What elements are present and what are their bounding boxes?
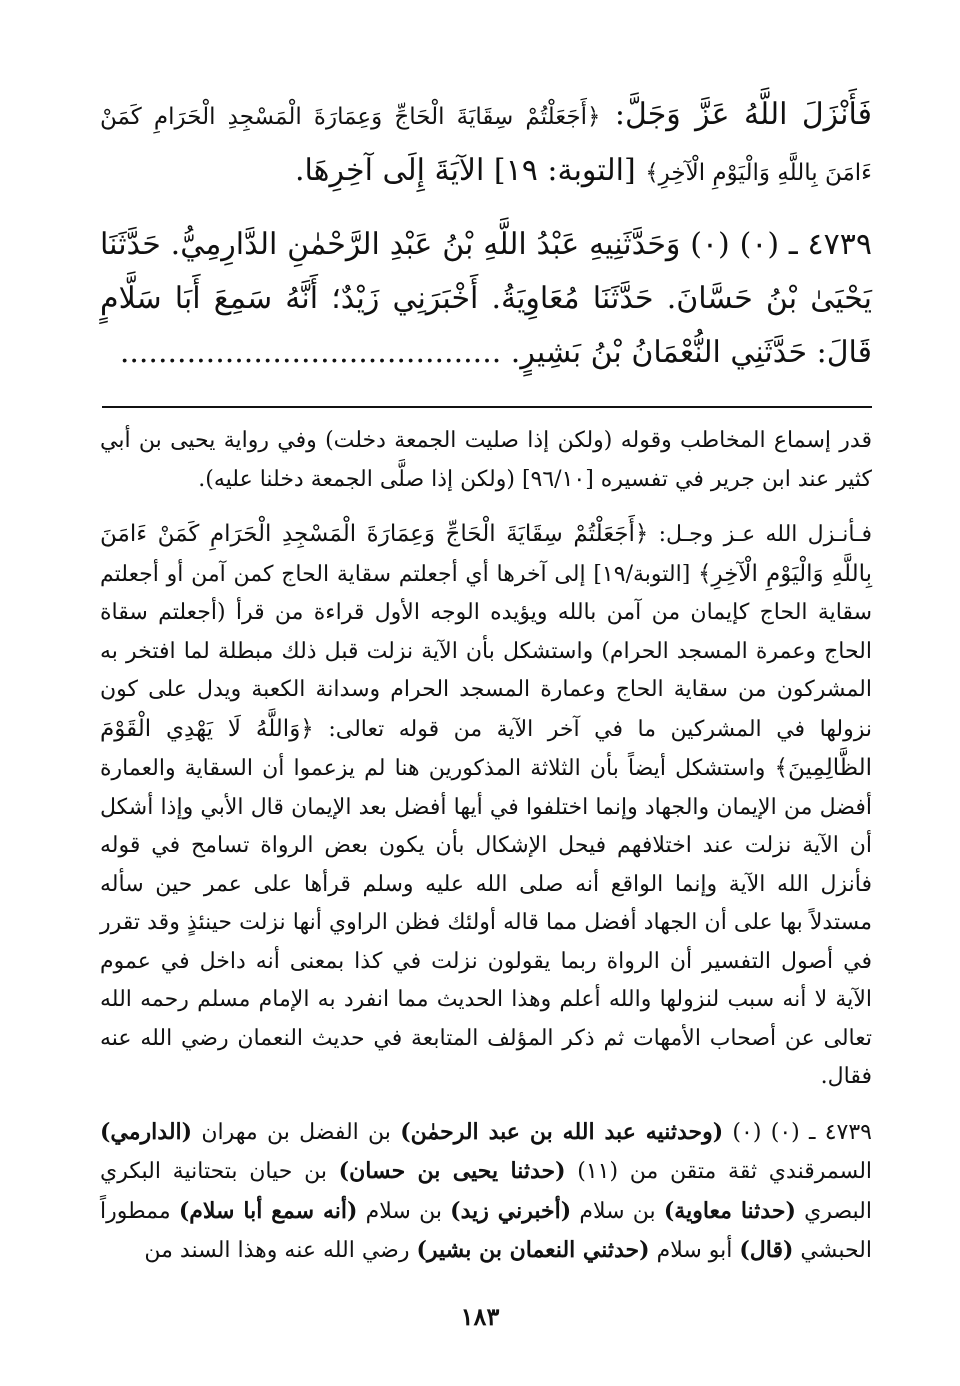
quoted-narration: (وحدثنيه عبد الله بن عبد الرحمٰن)	[400, 1118, 724, 1145]
hadith-paragraph-2: ٤٧٣٩ ـ (٠) (٠) وَحَدَّثَنِيهِ عَبْدُ اللَّهِ بْنُ عَبْدِ الرَّحْمٰنِ الدَّارِمِيُّ. حَدَّثَنَا يَحْيَىٰ بْنُ حَسَّانَ. حَدَّثَنَا مُعَاوِيَةُ. أَخْبَرَنِي زَيْدٌ؛ أَنَّهُ سَمِعَ أَبَا سَلَّامٍ قَالَ: حَدَّثَنِي النُّعْمَانُ بْنُ بَشِيرٍ. ........................................	[100, 227, 872, 370]
commentary-paragraph-2	[100, 515, 872, 1097]
commentary-text: بن حيان بتحتانية البكري البصري	[100, 1159, 872, 1224]
commentary-paragraph-3	[100, 1113, 872, 1271]
verse-reference: [التوبة/١٩]	[585, 561, 699, 587]
quran-verse: ﴿أَجَعَلْتُمْ سِقَايَةَ الْحَاجِّ وَعِمَارَةَ الْمَسْجِدِ الْحَرَامِ كَمَنْ ءَامَنَ بِاللَّهِ وَالْيَوْمِ الْآخِرِ﴾	[100, 104, 872, 186]
quran-verse: ﴿وَاللَّهُ لَا يَهْدِي الْقَوْمَ الظَّالِمِينَ﴾	[100, 715, 872, 781]
commentary-text: رضي الله عنه وهذا السند من	[144, 1238, 417, 1263]
revelation-intro: فَأَنْزَلَ اللَّهُ عَزَّ وَجَلَّ:	[600, 97, 872, 132]
quoted-narration: (قال)	[739, 1237, 794, 1263]
quran-verse: ﴿أَجَعَلْتُمْ سِقَايَةَ الْحَاجِّ وَعِمَارَةَ الْمَسْجِدِ الْحَرَامِ كَمَنْ ءَامَنَ بِاللَّهِ وَالْيَوْمِ الْآخِرِ﴾	[100, 521, 873, 587]
quoted-narration: (أنه سمع أبا سلام)	[178, 1197, 358, 1224]
hadith-number: ٤٧٣٩ ـ (٠) (٠)	[723, 1119, 872, 1145]
page-number: ١٨٣	[460, 1302, 500, 1331]
commentary-text: ممطوراً الحبشي	[100, 1198, 872, 1263]
quoted-narration: (أخبرني زيد)	[450, 1197, 572, 1224]
commentary-text: بن سلام	[357, 1198, 451, 1224]
quoted-narration: (الدارمي)	[100, 1118, 193, 1145]
verse-tail: الآيَةَ إِلَى آخِرِهَا.	[295, 153, 485, 188]
commentary-intro: فـأنـزل الله عـز وجـل:	[648, 522, 872, 547]
quoted-narration: (حدثنا معاوية)	[663, 1197, 796, 1224]
footnote-divider	[102, 406, 872, 408]
commentary-text: أبو سلام	[649, 1238, 740, 1263]
quoted-narration: (حدثنا يحيى بن حسان)	[338, 1158, 566, 1184]
hadith-paragraph-1	[100, 88, 872, 200]
commentary-text: السمرقندي ثقة متقن من (١١)	[565, 1159, 873, 1184]
page	[100, 88, 872, 1271]
hadith-text	[100, 88, 872, 380]
commentary-paragraph-1: قدر إسماع المخاطب وقوله (ولكن إذا صليت الجمعة دخلت) وفي رواية يحيى بن أبي كثير عند ابن جرير في تفسيره [٩٦/١٠] (ولكن إذا صلَّى الجمعة دخلنا عليه).	[100, 428, 872, 492]
commentary-text: إلى آخرها أي أجعلتم سقاية الحاج كمن آمن أو أجعلتم سقاية الحاج كإيمان من آمن بالله ويؤيده الوجه الأول قراءة من قرأ (أجعلتم سقاة الحاج وعمرة المسجد الحرام) واستشكل بأن الآية نزلت قبل ذلك مبطلة لما افتخر به المشركون من سقاية الحاج وعمارة المسجد الحرام وسدانة الكعبة ويدل على كون نزولها في المشركين ما في آخر الآية من قوله تعالى:	[100, 561, 872, 742]
commentary-text: بن سلام	[571, 1198, 664, 1224]
commentary-text: واستشكل أيضاً بأن الثلاثة المذكورين هنا لم يزعموا أن السقاية والعمارة أفضل من الإيمان والجهاد وإنما اختلفوا في أيها أفضل بعد الإيمان قال الأبي وإذا أشكل أن الآية نزلت عند اختلافهم فيحل الإشكال بأن يكون بعض الرواة تسامح في قوله فأنزل الله الآية وإنما الواقع أنه صلى الله عليه وسلم قرأها على عمر حين سأله مستدلاً بها على أن الجهاد أفضل مما قاله أولئك فظن الراوي أنها نزلت حينئذٍ وقد تقرر في أصول التفسير أن الرواة ربما يقولون نزلت في كذا بمعنى أنه داخل في عموم الآية لا أنه سبب لنزولها والله أعلم وهذا الحديث مما انفرد به الإمام مسلم رحمه الله تعالى عن أصحاب الأمهات ثم ذكر المؤلف المتابعة في حديث النعمان رضي الله عنه فقال.	[100, 756, 872, 1089]
commentary	[100, 422, 872, 1271]
commentary-text: بن الفضل بن مهران	[192, 1119, 401, 1145]
quoted-narration: (حدثني النعمان بن بشير)	[416, 1237, 650, 1263]
verse-reference: [التوبة: ١٩]	[484, 153, 646, 188]
